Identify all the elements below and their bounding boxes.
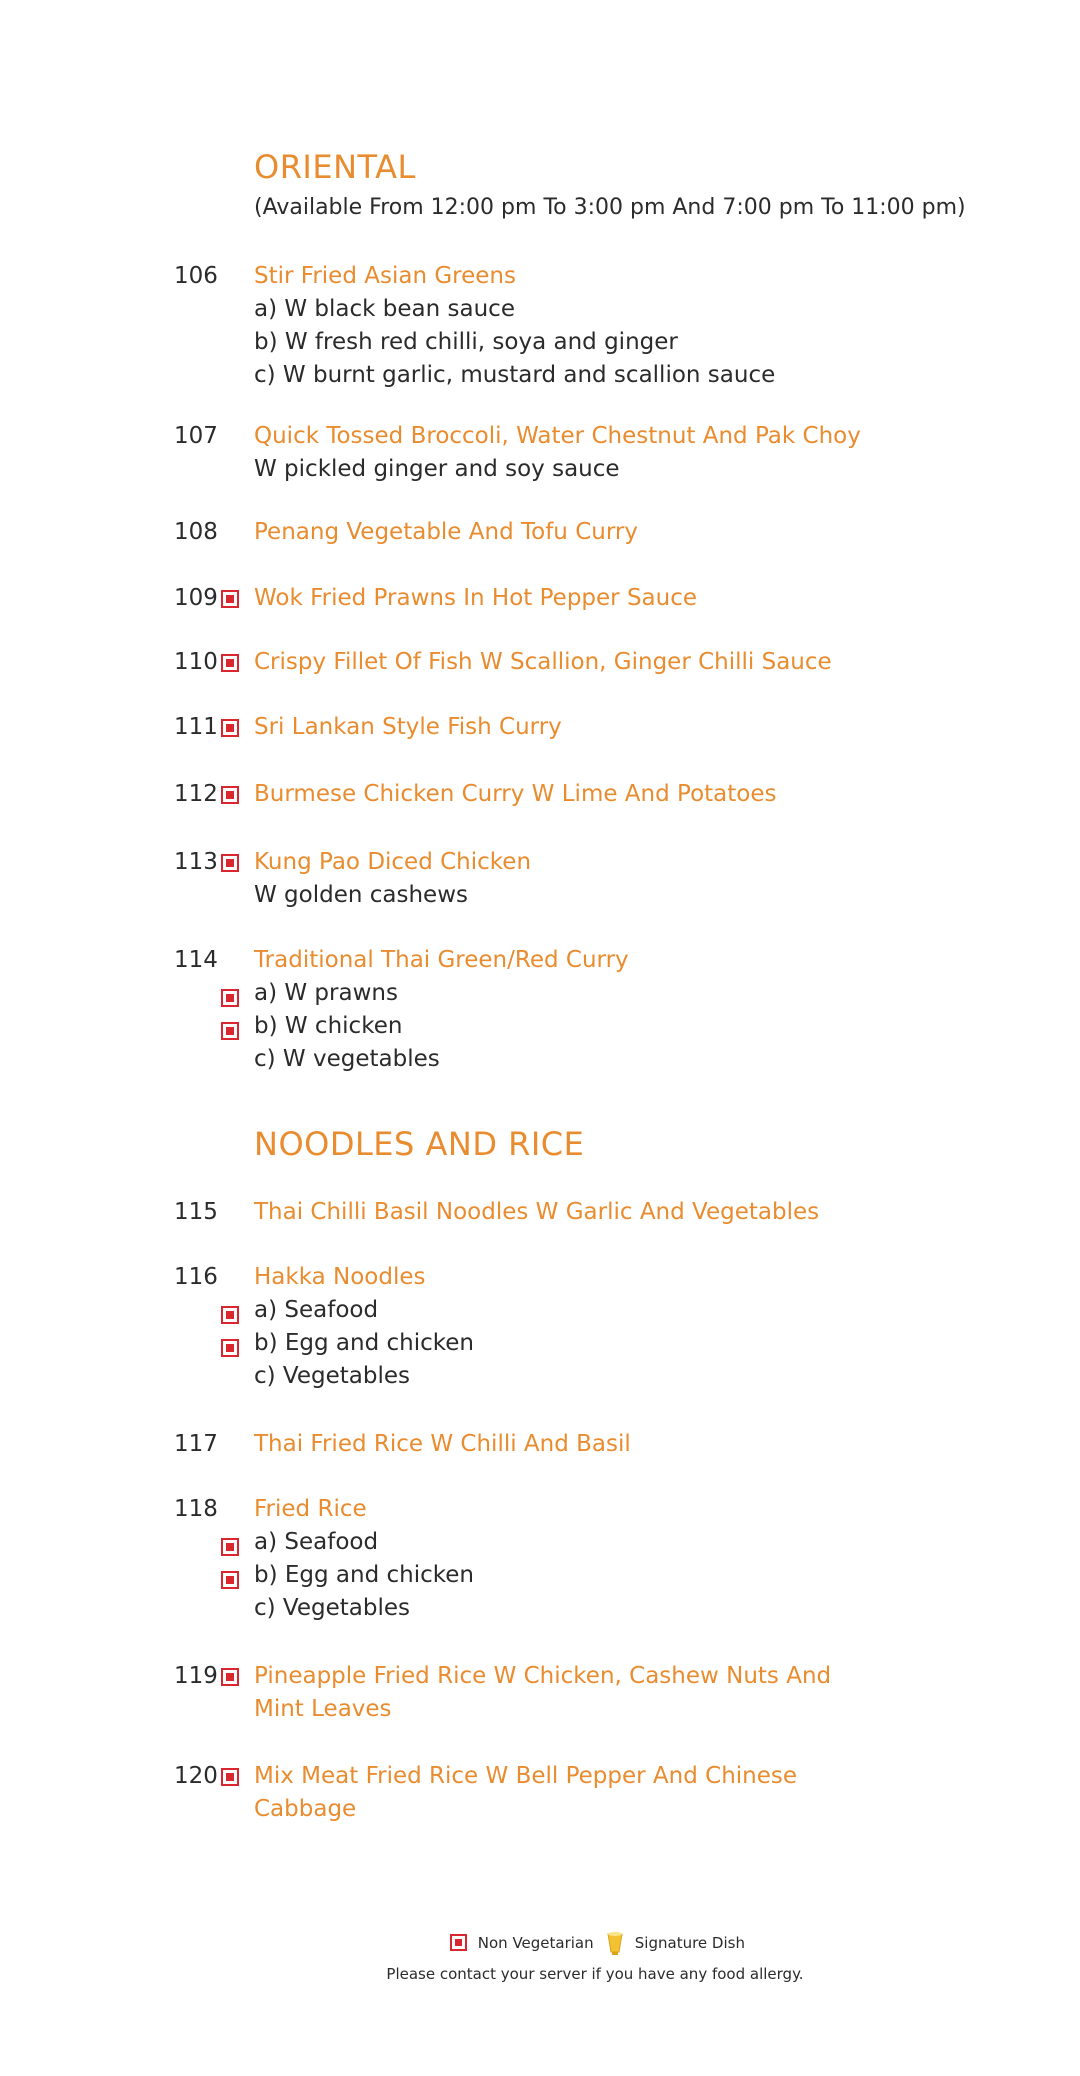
dish-option-text: b) W fresh red chilli, soya and ginger	[254, 329, 678, 355]
dish-options	[254, 1294, 894, 1393]
dish-option	[254, 1559, 894, 1592]
dish-option-text: b) Egg and chicken	[254, 1330, 474, 1356]
dish-options	[254, 879, 894, 912]
dish-option	[254, 1592, 894, 1625]
dish-option	[254, 453, 894, 486]
dish-option-text: b) Egg and chicken	[254, 1562, 474, 1588]
dish-name: Quick Tossed Broccoli, Water Chestnut And Pak Choy	[254, 423, 861, 449]
dish-option	[254, 1360, 894, 1393]
dish-name: Burmese Chicken Curry W Lime And Potatoes	[254, 781, 777, 807]
dish-option-text: c) W vegetables	[254, 1046, 440, 1072]
dish-name: Pineapple Fried Rice W Chicken, Cashew Nuts And Mint Leaves	[254, 1663, 832, 1722]
item-number: 111	[174, 714, 218, 740]
dish-name: Mix Meat Fried Rice W Bell Pepper And Chinese Cabbage	[254, 1763, 798, 1822]
non-vegetarian-icon	[221, 1306, 239, 1324]
item-number: 120	[174, 1763, 218, 1789]
section-title-noodles-rice: NOODLES AND RICE	[254, 1125, 585, 1163]
dish-options	[254, 453, 894, 486]
non-vegetarian-icon	[221, 1571, 239, 1589]
item-number: 117	[174, 1431, 218, 1457]
item-number: 113	[174, 849, 218, 875]
dish-name: Traditional Thai Green/Red Curry	[254, 947, 629, 973]
legend-signature-label: Signature Dish	[634, 1934, 745, 1952]
dish-name: Sri Lankan Style Fish Curry	[254, 714, 562, 740]
dish-option-text: c) Vegetables	[254, 1363, 411, 1389]
item-number: 116	[174, 1264, 218, 1290]
legend-nonveg-label: Non Vegetarian	[477, 1933, 594, 1952]
dish-option	[254, 326, 894, 359]
item-number: 118	[174, 1496, 218, 1522]
dish-option-text: W golden cashews	[254, 882, 468, 908]
item-number: 107	[174, 423, 218, 449]
item-number: 108	[174, 519, 218, 545]
item-number: 115	[174, 1199, 218, 1225]
non-vegetarian-icon	[221, 1668, 239, 1686]
dish-name: Fried Rice	[254, 1496, 367, 1522]
dish-name: Kung Pao Diced Chicken	[254, 849, 532, 875]
dish-option-text: c) Vegetables	[254, 1595, 411, 1621]
dish-name: Penang Vegetable And Tofu Curry	[254, 519, 638, 545]
dish-option	[254, 977, 894, 1010]
dish-option-text: W pickled ginger and soy sauce	[254, 456, 620, 482]
dish-options	[254, 977, 894, 1076]
dish-option	[254, 1526, 894, 1559]
item-number: 114	[174, 947, 218, 973]
non-vegetarian-icon	[221, 989, 239, 1007]
signature-dish-icon	[606, 1930, 624, 1956]
dish-name: Thai Fried Rice W Chilli And Basil	[254, 1431, 631, 1457]
dish-option-text: a) W black bean sauce	[254, 296, 515, 322]
non-vegetarian-icon	[221, 786, 239, 804]
non-vegetarian-icon	[221, 590, 239, 608]
dish-option	[254, 1010, 894, 1043]
non-vegetarian-icon	[221, 1768, 239, 1786]
section-title-oriental: ORIENTAL	[254, 148, 416, 186]
item-number: 110	[174, 649, 218, 675]
non-vegetarian-icon	[221, 1022, 239, 1040]
dish-option-text: a) Seafood	[254, 1297, 379, 1323]
dish-name: Wok Fried Prawns In Hot Pepper Sauce	[254, 585, 698, 611]
non-vegetarian-icon	[221, 654, 239, 672]
availability-note: (Available From 12:00 pm To 3:00 pm And 7:00 pm To 11:00 pm)	[254, 195, 966, 220]
allergy-note: Please contact your server if you have any food allergy.	[386, 1965, 804, 1983]
dish-option-text: c) W burnt garlic, mustard and scallion sauce	[254, 362, 776, 388]
dish-name: Hakka Noodles	[254, 1264, 426, 1290]
item-number: 112	[174, 781, 218, 807]
non-vegetarian-icon	[221, 1339, 239, 1357]
dish-option	[254, 1043, 894, 1076]
dish-option	[254, 359, 894, 392]
non-vegetarian-icon	[450, 1934, 467, 1951]
item-number: 109	[174, 585, 218, 611]
dish-options	[254, 293, 894, 392]
dish-option-text: a) W prawns	[254, 980, 398, 1006]
dish-name: Stir Fried Asian Greens	[254, 263, 516, 289]
dish-option	[254, 293, 894, 326]
non-vegetarian-icon	[221, 854, 239, 872]
dish-option	[254, 879, 894, 912]
dish-name: Crispy Fillet Of Fish W Scallion, Ginger Chilli Sauce	[254, 649, 832, 675]
item-number: 119	[174, 1663, 218, 1689]
item-number: 106	[174, 263, 218, 289]
dish-name: Thai Chilli Basil Noodles W Garlic And Vegetables	[254, 1199, 820, 1225]
non-vegetarian-icon	[221, 1538, 239, 1556]
dish-option	[254, 1327, 894, 1360]
dish-options	[254, 1526, 894, 1625]
non-vegetarian-icon	[221, 719, 239, 737]
dish-option-text: a) Seafood	[254, 1529, 379, 1555]
dish-option	[254, 1294, 894, 1327]
dish-option-text: b) W chicken	[254, 1013, 403, 1039]
